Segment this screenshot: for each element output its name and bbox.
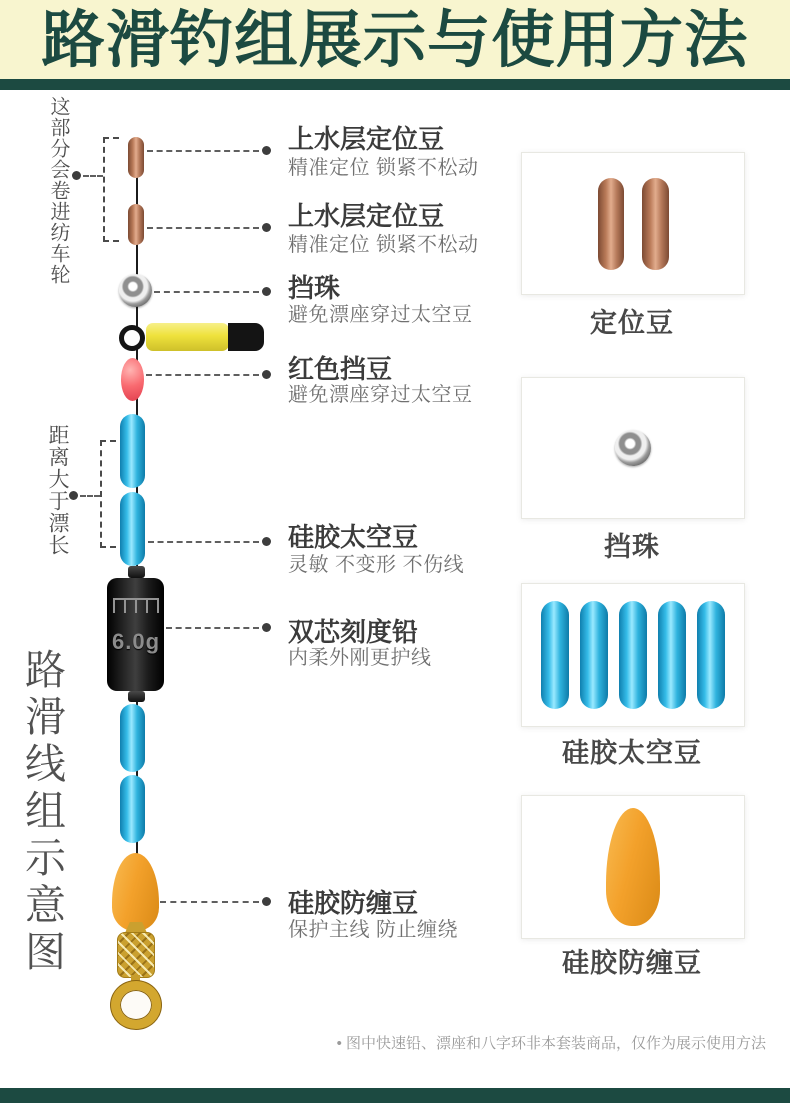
callout-subtitle: 避免漂座穿过太空豆	[288, 304, 473, 326]
positioning-bead-2	[128, 204, 144, 245]
silicone-bead-sample	[697, 601, 725, 709]
distance-note-dash	[80, 495, 100, 497]
callout-subtitle: 精准定位 锁紧不松动	[288, 157, 479, 179]
callout-dash	[147, 150, 259, 152]
callout-title: 上水层定位豆	[288, 124, 445, 154]
banner-accent-bar	[0, 79, 790, 90]
float-seat-ring	[119, 325, 145, 351]
silicone-bead-2	[120, 492, 145, 566]
silicone-bead-sample	[619, 601, 647, 709]
anti-tangle-bean-sample	[606, 808, 660, 926]
silicone-bead-3	[120, 704, 145, 772]
callout-title: 硅胶防缠豆	[288, 888, 419, 918]
weight-scale-ticks	[113, 598, 159, 613]
callout-title: 硅胶太空豆	[288, 522, 419, 552]
swivel-barrel	[117, 932, 155, 978]
callout-dash	[166, 627, 259, 629]
callout-dash	[154, 291, 259, 293]
callout-subtitle: 精准定位 锁紧不松动	[288, 234, 479, 256]
float-seat-tip	[228, 323, 264, 351]
product-caption: 硅胶太空豆	[562, 738, 702, 768]
weight-connector-top	[128, 566, 145, 578]
product-box-anti-tangle-bean	[521, 795, 745, 939]
diagram-title-vertical: 路滑线组示意图	[19, 648, 65, 977]
footnote-text: • 图中快速铅、漂座和八字环非本套装商品，仅作为展示使用方法	[336, 1035, 766, 1052]
callout-dot	[262, 537, 271, 546]
silicone-bead-sample	[580, 601, 608, 709]
product-box-silicone-bead	[521, 583, 745, 727]
callout-dash	[147, 227, 259, 229]
callout-subtitle: 内柔外刚更护线	[288, 647, 432, 669]
silicone-bead-1	[120, 414, 145, 488]
callout-dash	[146, 374, 259, 376]
product-box-stop-bead	[521, 377, 745, 519]
silicone-bead-sample	[541, 601, 569, 709]
callout-dash	[160, 901, 259, 903]
product-caption: 挡珠	[604, 532, 660, 562]
callout-dot	[262, 370, 271, 379]
callout-dot	[262, 623, 271, 632]
distance-bracket	[100, 440, 116, 548]
callout-dash	[148, 541, 259, 543]
positioning-bead-sample	[598, 178, 624, 270]
reel-note-dash	[83, 175, 103, 177]
silicone-bead-sample	[658, 601, 686, 709]
float-seat-body	[146, 323, 229, 351]
weight-connector-bottom	[128, 691, 145, 702]
stop-bead-sample	[615, 430, 651, 466]
reel-section-bracket	[103, 137, 119, 242]
red-stop-bean	[121, 358, 144, 401]
positioning-bead-sample	[642, 178, 669, 270]
product-caption: 定位豆	[590, 308, 674, 338]
callout-subtitle: 灵敏 不变形 不伤线	[288, 554, 465, 576]
reel-note-text: 这部分会卷进纺车轮	[47, 96, 69, 285]
callout-title: 上水层定位豆	[288, 201, 445, 231]
callout-subtitle: 避免漂座穿过太空豆	[288, 384, 473, 406]
page-title: 路滑钓组展示与使用方法	[41, 6, 749, 75]
callout-dot	[262, 897, 271, 906]
weight-value-label: 6.0g	[112, 629, 161, 654]
callout-dot	[262, 223, 271, 232]
callout-title: 红色挡豆	[288, 354, 393, 384]
callout-title: 挡珠	[288, 273, 341, 303]
callout-dot	[262, 287, 271, 296]
callout-dot	[262, 146, 271, 155]
positioning-bead-1	[128, 137, 144, 178]
callout-title: 双芯刻度铅	[288, 617, 419, 647]
reel-note-dot	[72, 171, 81, 180]
bottom-accent-bar	[0, 1088, 790, 1103]
stop-bead	[119, 274, 152, 307]
swivel-ring	[111, 981, 161, 1029]
distance-note-text: 距离大于漂长	[46, 424, 69, 556]
product-box-positioning-bead	[521, 152, 745, 295]
distance-note-dot	[69, 491, 78, 500]
top-banner	[0, 0, 790, 79]
anti-tangle-bean	[112, 853, 159, 931]
product-caption: 硅胶防缠豆	[562, 948, 702, 978]
callout-subtitle: 保护主线 防止缠绕	[288, 919, 459, 941]
silicone-bead-4	[120, 775, 145, 843]
